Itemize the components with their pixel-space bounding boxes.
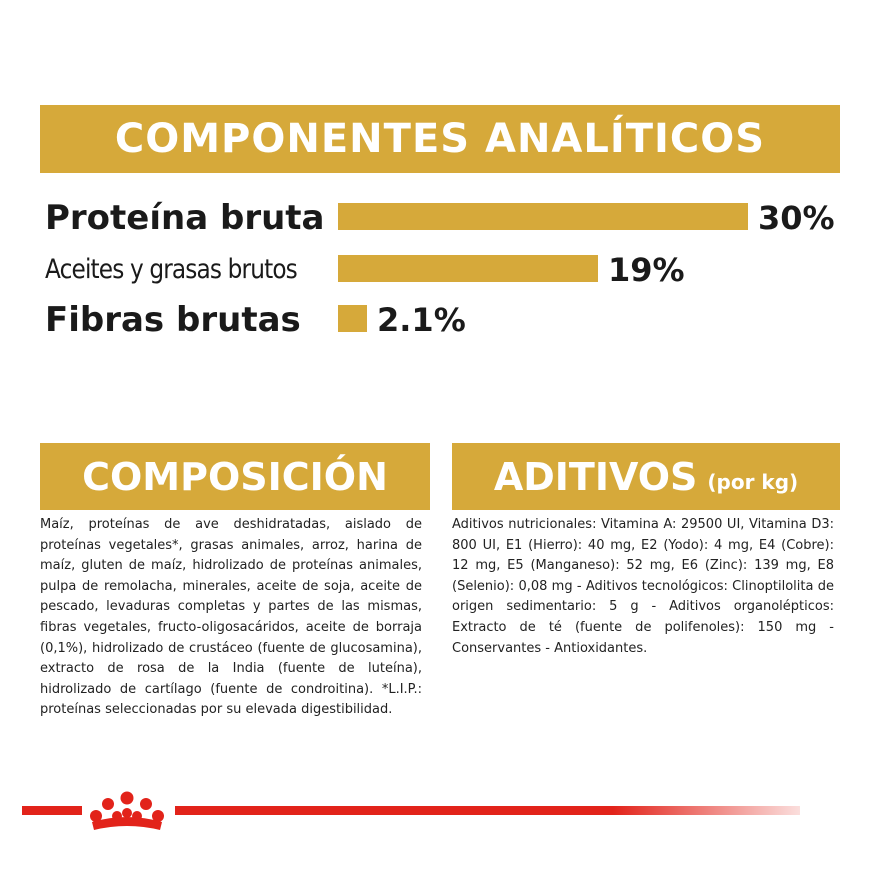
analytics-bar xyxy=(338,255,598,282)
additives-title-banner xyxy=(452,443,840,510)
analytics-row-fiber xyxy=(0,296,880,344)
analytics-row-value: 19% xyxy=(608,251,685,289)
analytics-title: COMPONENTES ANALÍTICOS xyxy=(114,116,766,162)
additives-text: Aditivos nutricionales: Vitamina A: 29500 UI, Vitamina D3: 800 UI, E1 (Hierro): 40 mg, E2 (Yodo): 4 mg, E4 (Cobre): 12 mg, E5 (Manganeso): 52 mg, E6 (Zinc): 139 mg, E8 (Selenio): 0,08 mg - Aditivos tecnológicos: Clinoptilolita de origen sedimentario: 5 g - Aditivos organolépticos: Extracto de té (fuente de polifenoles): 150 mg - Conservantes - Antioxidantes. xyxy=(452,517,834,656)
royal-canin-crown-logo xyxy=(84,786,170,834)
analytics-bar xyxy=(338,305,367,332)
analytics-row-value: 30% xyxy=(758,199,835,237)
composition-title-banner xyxy=(40,443,430,510)
footer-brand-line-left xyxy=(22,806,82,815)
analytics-row-fats xyxy=(0,246,880,294)
composition-title: COMPOSICIÓN xyxy=(82,454,388,499)
analytics-row-label: Proteína bruta xyxy=(45,198,325,238)
analytics-row-value: 2.1% xyxy=(377,301,466,339)
composition-text: Maíz, proteínas de ave deshidratadas, aislado de proteínas vegetales*, grasas animales, arroz, harina de maíz, gluten de maíz, hidrolizado de proteínas animales, pulpa de remolacha, minerales, aceite de soja, aceite de pescado, levaduras completas y partes de las mismas, fibras vegetales, fructo-oligosacáridos, aceite de borraja (0,1%), hidrolizado de crustáceo (fuente de glucosamina), extracto de rosa de la India (fuente de luteína), hidrolizado de cartílago (fuente de condroitina). *L.I.P.: proteínas seleccionadas por su elevada digestibilidad. xyxy=(40,517,422,718)
analytics-row-label: Fibras brutas xyxy=(45,300,301,340)
additives-title: ADITIVOS xyxy=(493,454,698,499)
analytics-row-label: Aceites y grasas brutos xyxy=(45,254,297,285)
additives-title-suffix: (por kg) xyxy=(707,469,799,494)
footer-brand-line xyxy=(175,806,800,815)
analytics-row-protein xyxy=(0,194,880,242)
analytics-title-banner xyxy=(40,105,840,173)
analytics-bar xyxy=(338,203,748,230)
